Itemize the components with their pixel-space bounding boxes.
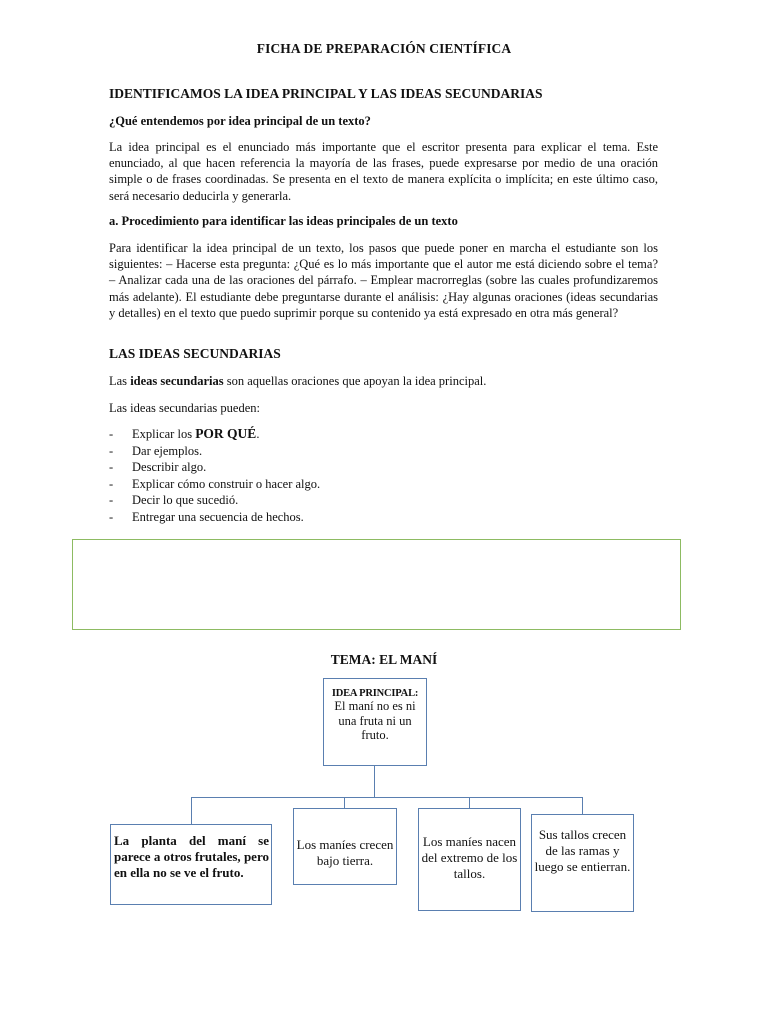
secondary-idea-box-1: La planta del maní se parece a otros frutales, pero en ella no se ve el fruto. <box>110 824 272 905</box>
list-item-bold: POR QUÉ <box>195 426 257 441</box>
connector-branch-2 <box>344 797 345 808</box>
secondary-ideas-list <box>109 426 320 525</box>
list-dash: - <box>109 460 114 474</box>
list-item-text: Explicar cómo construir o hacer algo. <box>132 476 321 491</box>
secondary-idea-box-2: Los maníes crecen bajo tierra. <box>293 808 397 885</box>
paragraph-procedure: Para identificar la idea principal de un texto, los pasos que puede poner en marcha el estudiante son los siguientes: – Hacerse esta pregunta: ¿Qué es lo más importante que el autor me está diciendo sobre el tema? – Analizar cada una de las oraciones del párrafo. – Emplear macrorreglas (sobre las cuales profundizaremos más adelante). El estudiante debe preguntarse durante el análisis: ¿Hay algunas oraciones (ideas secundarias y detalles) en el texto que puedo suprimir porque su contenido ya está expresado en otra más general? <box>109 241 658 320</box>
list-item-text: Describir algo. <box>132 460 207 474</box>
intro-prefix: Las <box>109 374 131 388</box>
secondary-idea-box-4: Sus tallos crecen de las ramas y luego se entierran. <box>531 814 634 912</box>
list-dash: - <box>109 509 114 524</box>
procedure-heading: a. Procedimiento para identificar las ideas principales de un texto <box>109 214 458 228</box>
intro-bold: ideas secundarias <box>130 374 224 388</box>
list-item-text: Entregar una secuencia de hechos. <box>132 509 304 524</box>
list-item <box>109 492 320 509</box>
secondary-ideas-lead: Las ideas secundarias pueden: <box>109 401 260 415</box>
list-item-text: Decir lo que sucedió. <box>132 493 239 507</box>
list-dash: - <box>109 427 114 441</box>
empty-answer-box <box>72 539 681 630</box>
connector-branch-3 <box>469 797 470 808</box>
list-item-suffix: . <box>256 427 260 441</box>
document-title: FICHA DE PREPARACIÓN CIENTÍFICA <box>256 41 512 56</box>
list-item <box>109 459 320 476</box>
main-idea-box <box>323 678 427 766</box>
list-dash: - <box>109 476 114 491</box>
secondary-ideas-intro <box>109 374 486 389</box>
question-heading: ¿Qué entendemos por idea principal de un texto? <box>109 114 371 128</box>
list-dash: - <box>109 443 114 458</box>
intro-suffix: son aquellas oraciones que apoyan la idea principal. <box>223 374 487 388</box>
list-item-text: Dar ejemplos. <box>132 443 203 458</box>
main-idea-text: El maní no es ni una fruta ni un fruto. <box>334 699 416 742</box>
paragraph-main-idea: La idea principal es el enunciado más importante que el escritor presenta para explicar el tema. Este enunciado, al que hacen referencia la mayoría de las frases, puede expresarse por medio de una oración simple o de frases coordinadas. Se presenta en el texto de manera explícita o implícita; en este último caso, será necesario deducirla y generarla. <box>109 140 658 203</box>
list-item <box>109 476 320 493</box>
secondary-ideas-heading: LAS IDEAS SECUNDARIAS <box>109 346 281 361</box>
list-item-prefix: Explicar los <box>132 427 196 441</box>
list-dash: - <box>109 493 114 507</box>
connector-bar <box>191 797 583 798</box>
list-item <box>109 426 320 443</box>
section-heading-main: IDENTIFICAMOS LA IDEA PRINCIPAL Y LAS IDEAS SECUNDARIAS <box>109 86 543 101</box>
list-item <box>109 509 320 526</box>
connector-branch-1 <box>191 797 192 824</box>
connector-trunk <box>374 766 375 797</box>
main-idea-label: IDEA PRINCIPAL: <box>331 688 419 699</box>
secondary-idea-box-3: Los maníes nacen del extremo de los tallos. <box>418 808 521 911</box>
list-item <box>109 443 320 460</box>
connector-branch-4 <box>582 797 583 814</box>
diagram-topic: TEMA: EL MANÍ <box>330 652 438 667</box>
